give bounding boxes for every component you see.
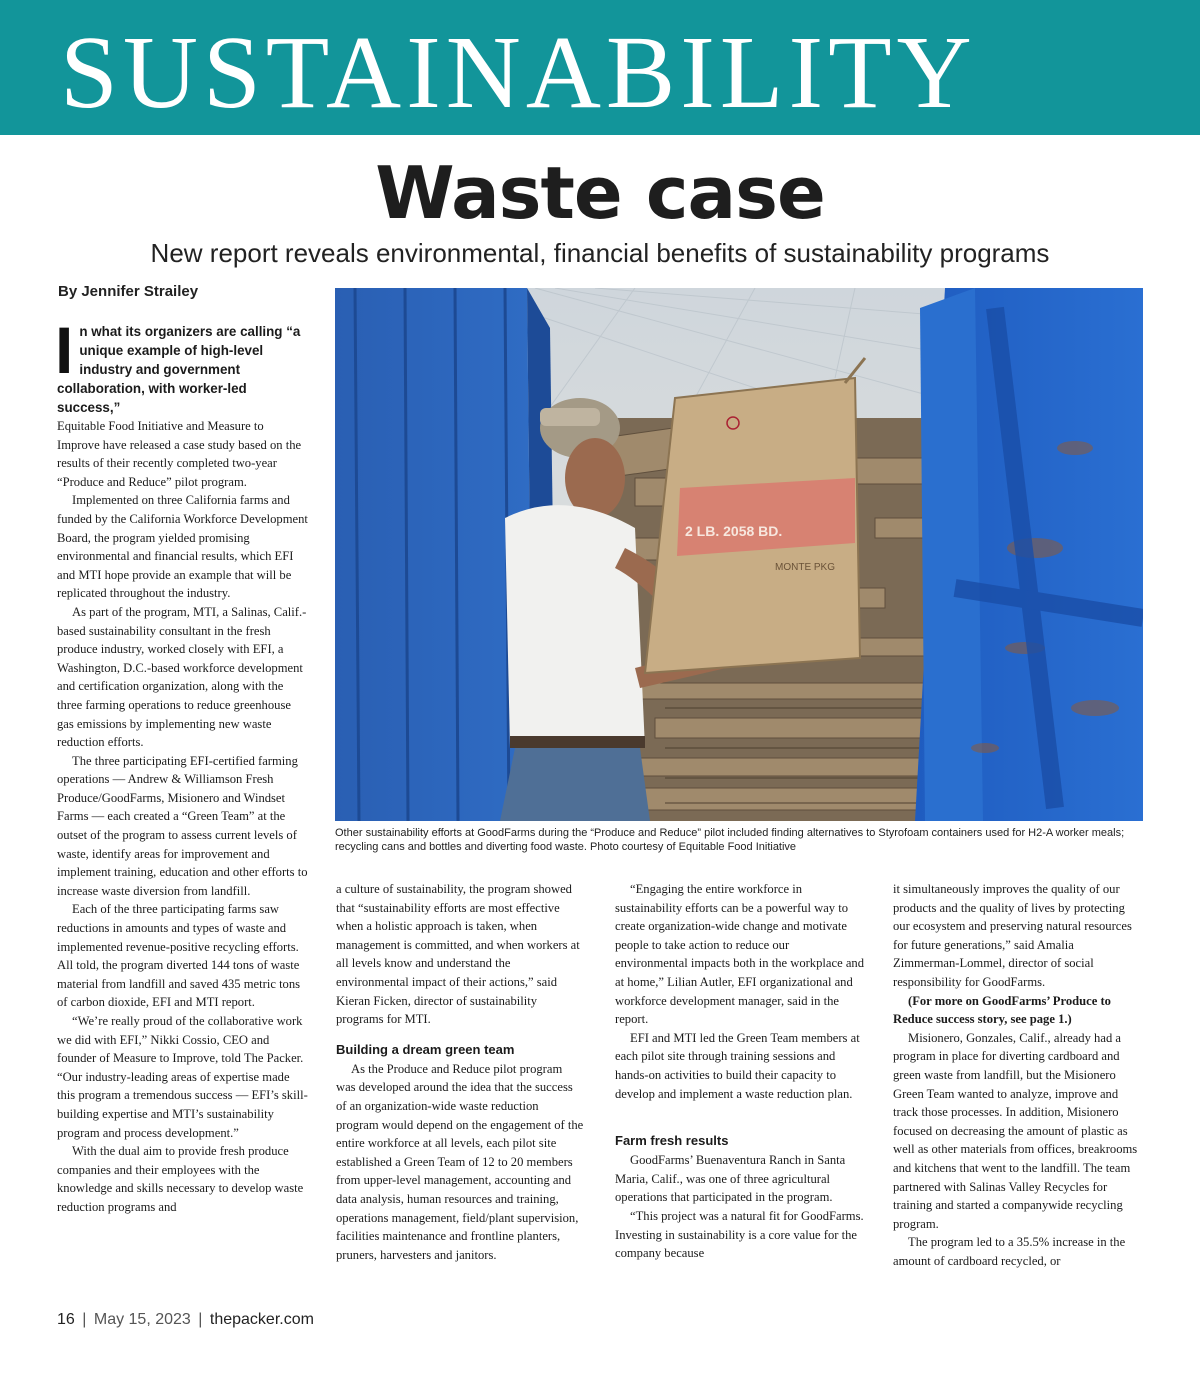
page-number: 16 [57,1311,75,1328]
paragraph: “Engaging the entire workforce in sustainability efforts can be a powerful way to create organization-wide change and motivate people to take action to reduce our environmental impacts both in the workplace and at home,” Lilian Autler, EFI organizational and workforce development manager, said in the report. [615,882,865,1027]
paragraph: Each of the three participating farms saw reductions in amounts and types of waste and implemented revenue-positive recycling efforts. All told, the program diverted 144 tons of waste material from landfill and saved 435 metric tons of carbon dioxide, EFI and MTI report. [57,902,301,1010]
paragraph: The three participating EFI-certified farming operations — Andrew & Williamson Fresh Produce/GoodFarms, Misionero and Windset Farms — each created a “Green Team” at the outset of the program to assess current levels of waste, identify areas for improvement and implement training, education and other efforts to increase waste diversion from landfill. [57,753,308,898]
paragraph: “We’re really proud of the collaborative work we did with EFI,” Nikki Cossio, CEO and founder of Measure to Improve, told The Packer. “Our industry-leading areas of expertise made this program a tremendous success — EFI’s skill-building expertise and MTI’s sustainability program and process development.” [57,1014,308,1140]
box-print-2: MONTE PKG [775,562,836,573]
footer-separator: | [82,1311,87,1328]
article-column-2 [336,880,584,1264]
paragraph: a culture of sustainability, the program showed that “sustainability efforts are most effective when a holistic approach is taken, when management is committed, and when workers at all levels know and understand the environmental impact of their actions,” said Kieran Ficken, director of sustainability programs for MTI. [336,882,580,1027]
paragraph: Equitable Food Initiative and Measure to Improve have released a case study based on the results of their recently completed two-year “Produce and Reduce” pilot program. [57,419,302,489]
article-headline: Waste case [375,151,825,235]
page-footer [57,1311,314,1329]
section-heading: Farm fresh results [615,1133,729,1149]
paragraph: Implemented on three California farms and funded by the California Workforce Development Board, the program yielded promising environmental and financial results, which EFI and MTI hope provide an example that will be replicated throughout the industry. [57,493,308,601]
paragraph: GoodFarms’ Buenaventura Ranch in Santa Maria, Calif., was one of three agricultural operations that participated in the program. [615,1153,846,1205]
issue-date: May 15, 2023 [93,1311,191,1328]
article-photo [335,288,1143,821]
section-heading: Building a dream green team [336,1041,515,1057]
section-title: SUSTAINABILITY [60,15,977,130]
article-column-1 [55,313,308,1217]
article-column-3 [615,880,864,1263]
paragraph: As the Produce and Reduce pilot program was developed around the idea that the success of an organization-wide waste reduction program would depend on the engagement of the entire workforce at all levels, each pilot site established a Green Team of 12 to 20 members from upper-level management, accounting and data analysis, human resources and training, operations management, field/plant supervision, facilities maintenance and frontline planters, pruners, harvesters and janitors. [336,1061,584,1262]
paragraph: it simultaneously improves the quality of our products and the quality of lives by protecting our ecosystem and preserving natural resources for future generations,” said Amalia Zimmerman-Lommel, director of social responsibility for GoodFarms. [893,882,1132,989]
paragraph: The program led to a 35.5% increase in the amount of cardboard recycled, or [893,1235,1126,1268]
cross-reference-note: (For more on GoodFarms’ Produce to Reduce success story, see page 1.) [893,993,1111,1027]
paragraph: Misionero, Gonzales, Calif., already had a program in place for diverting cardboard and green waste from landfill, but the Misionero Green Team wanted to analyze, improve and track those processes. In addition, Misionero focused on decreasing the amount of plastic as well as other materials from offices, breakrooms and kitchens that went to the landfill. The team partnered with Salinas Valley Recycles for training and started a companywide recycling program. [893,1030,1138,1231]
website-link[interactable]: thepacker.com [209,1311,314,1328]
paragraph: “This project was a natural fit for GoodFarms. Investing in sustainability is a core value for the company because [615,1208,864,1261]
photo-illustration [335,288,1143,821]
lead-text: n what its organizers are calling “a unique example of high-level industry and government collaboration, with worker-led success,” [57,324,301,415]
paragraph: EFI and MTI led the Green Team members at each pilot site through training sessions and hands-on activities to build their capacity to develop and implement a waste reduction plan. [615,1030,860,1101]
box-print: 2 LB. 2058 BD. [685,523,783,539]
footer-separator: | [198,1311,203,1328]
photo-caption: Other sustainability efforts at GoodFarms during the “Produce and Reduce” pilot included finding alternatives to Styrofoam containers used for H2-A worker meals; recycling cans and bottles and diverting food waste. Photo courtesy of Equitable Food Initiative [335,827,1125,853]
drop-cap: I [55,313,74,387]
article-subheadline: New report reveals environmental, financial benefits of sustainability programs [150,238,1050,268]
paragraph: As part of the program, MTI, a Salinas, Calif.-based sustainability consultant in the fresh produce industry, worked closely with EFI, a Washington, D.C.-based workforce development and certification organization, along with the three farming operations to reduce greenhouse gas emissions by implementing new waste reduction efforts. [57,604,307,750]
article-column-4 [893,880,1143,1270]
paragraph: With the dual aim to provide fresh produce companies and their employees with the knowledge and skills necessary to develop waste reduction programs and [57,1144,304,1214]
byline: By Jennifer Strailey [58,283,199,300]
section-banner [0,0,1200,135]
